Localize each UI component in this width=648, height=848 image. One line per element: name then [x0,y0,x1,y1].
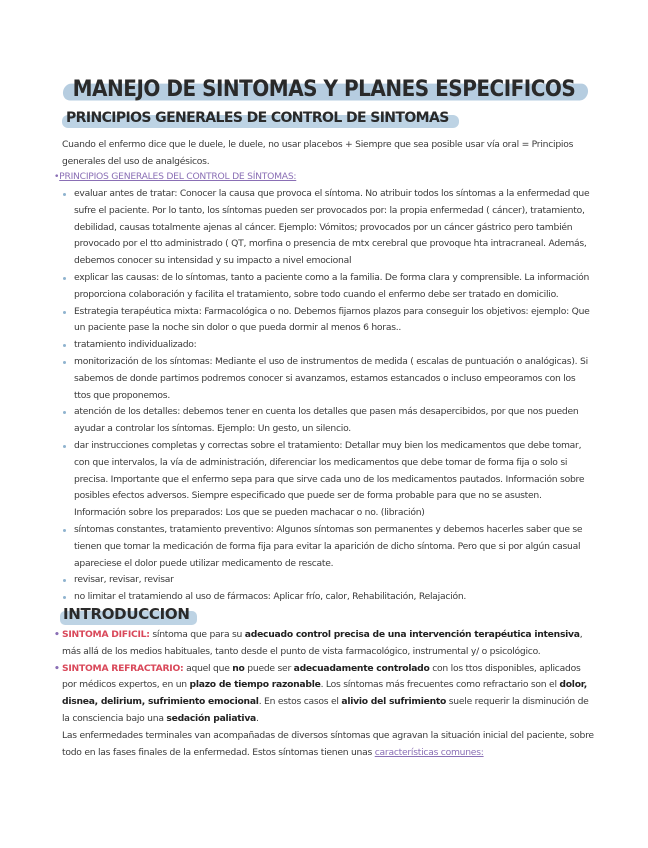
text-run: Las enfermedades terminales van acompañadas de diversos síntomas que agravan la situación inicial del paciente, sobre todo en las fases finales de la enfermedad. Estos síntomas tienen unas [62,729,594,758]
principios-subheading [54,169,594,186]
text-run: aquel que [183,662,233,674]
bullet-dot: • [54,629,60,640]
text-run: con los ttos disponibles, aplicados por médicos expertos, en un [62,662,581,691]
bullet-dot: • [54,171,60,182]
bold-run: adecuado control precisa de una intervención terapéutica intensiva [244,629,580,640]
bold-run: sedación paliativa [166,712,257,724]
bold-run: dolor, disnea, delirium, sufrimiento emocional [62,679,587,708]
text-run: . En estos casos el [258,696,342,708]
section-heading-introduccion: INTRODUCCION [60,605,193,623]
list-item: no limitar el tratamiendo al uso de fármacos: Aplicar frío, calor, Rehabilitación, Relajación. [62,589,594,606]
list-item: dar instrucciones completas y correctas sobre el tratamiento: Detallar muy bien los medicamentos que debe tomar, con que intervalos, la vía de administración, diferenciar los medicamentos que debe tomar de forma fija o solo si precisa. Importante que el enfermo sepa para que sirve cada uno de los medicamentos pautados. Información sobre posibles efectos adversos. Siempre especificado que puede ser de forma probable para que no se asusten. Información sobre los preparados: Los que se pueden machacar o no. (libración) [62,438,594,522]
page-title: MANEJO DE SINTOMAS Y PLANES ESPECIFICOS [67,72,582,101]
list-item: síntomas constantes, tratamiento preventivo: Algunos síntomas son permanentes y debemos hacerles saber que se tienen que tomar la medicación de forma fija para evitar la aparición de dicho síntoma. Pero que si por algún casual apareciese el dolor puede utilizar medicamento de rescate. [62,522,594,572]
principios-intro-paragraph: Cuando el enfermo dice que le duele, le duele, no usar placebos + Siempre que sea posible usar vía oral = Principios generales del uso de analgésicos. [62,139,574,167]
bold-run: no [232,662,245,674]
list-item: tratamiento individualizado: [62,337,594,354]
text-run: puede ser [244,662,294,674]
bold-run: alivio del sufrimiento [341,696,447,708]
sintoma-refractario-item [54,661,594,728]
principios-subheading-text: PRINCIPIOS GENERALES DEL CONTROL DE SÍNTOMAS: [59,171,297,182]
sintoma-dificil-label: SINTOMA DIFICIL: [62,629,150,640]
introduccion-content [54,627,594,761]
sintoma-dificil-item [54,627,594,661]
caracteristicas-comunes-link[interactable]: características comunes: [374,746,484,758]
sintoma-refractario-label: SINTOMA REFRACTARIO: [62,662,184,674]
list-item: atención de los detalles: debemos tener en cuenta los detalles que pasen más desapercibidos, por que nos pueden ayudar a controlar los síntomas. Ejemplo: Un gesto, un silencio. [62,404,594,438]
section-heading-principios: PRINCIPIOS GENERALES DE CONTROL DE SINTOMAS [62,110,453,126]
text-run: . Los síntomas más frecuentes como refractario son el [320,679,560,691]
bold-run: adecuadamente controlado [293,662,430,674]
title-wrapper [0,74,648,100]
text-run: suele requerir la disminución de la consciencia bajo una [62,696,589,724]
list-item: explicar las causas: de lo síntomas, tanto a paciente como a la familia. De forma clara y comprensible. La información proporciona colaboración y facilita el tratamiento, sobre todo cuando el enfermo debe ser tratado en domicilio. [62,270,594,304]
closing-paragraph [54,728,594,762]
list-item: monitorización de los síntomas: Mediante el uso de instrumentos de medida ( escalas de puntuación o analógicas). Si sabemos de donde partimos podremos conocer si avanzamos, estamos estancados o incluso empeoramos con los ttos que proponemos. [62,354,594,404]
text-run: . [256,712,259,724]
text-run: , más allá de los medios habituales, tanto desde el punto de vista farmacológico, instrumental y/ o psicológico. [62,629,583,657]
list-item: revisar, revisar, revisar [62,572,594,589]
list-item: Estrategia terapéutica mixta: Farmacológica o no. Debemos fijarnos plazos para conseguir los objetivos: ejemplo: Que un paciente pase la noche sin dolor o que pueda dormir al menos 6 horas.. [62,304,594,338]
list-item: evaluar antes de tratar: Conocer la causa que provoca el síntoma. No atribuir todos los síntomas a la enfermedad que sufre el paciente. Por lo tanto, los síntomas pueden ser provocados por: la propia enfermedad ( cáncer), tratamiento, debilidad, causas totalmente ajenas al cáncer. Ejemplo: Vómitos; provocados por un cáncer gástrico pero también provocado por el tto administrado ( QT, morfina o presencia de mtx cerebral que provoque hta intracraneal. Además, debemos conocer su intensidad y su impacto a nivel emocional [62,186,594,270]
bold-run: plazo de tiempo razonable [189,679,321,691]
bullet-dot: • [54,662,60,674]
text-run: síntoma que para su [149,629,245,640]
principios-bullet-list [62,186,594,606]
